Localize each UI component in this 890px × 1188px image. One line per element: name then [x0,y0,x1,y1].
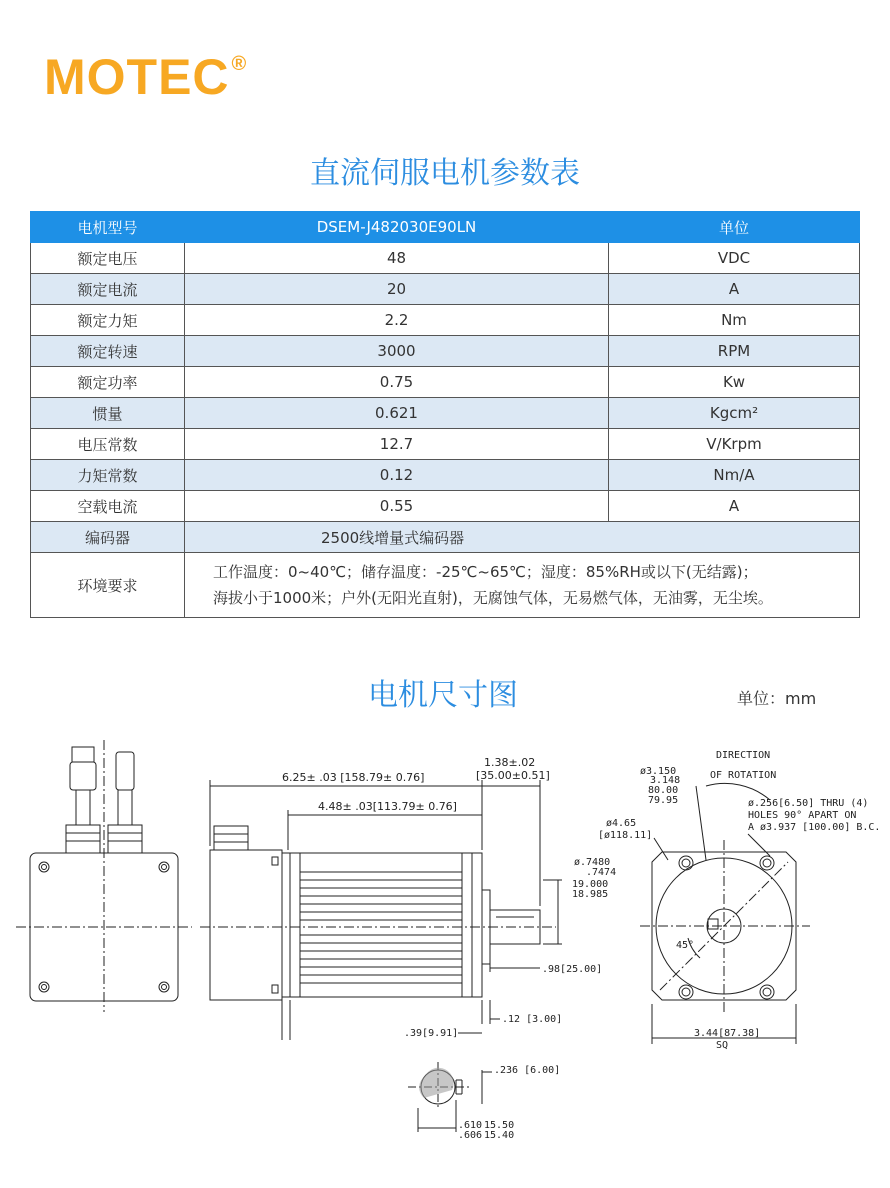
header-model-label: 电机型号 [31,212,185,243]
dim-key-mm2: 15.40 [484,1130,515,1141]
dim-body-length: 4.48± .03[113.79± 0.76] [318,800,457,813]
row-unit: V/Krpm [609,429,860,460]
row-unit: A [609,274,860,305]
dim-outer-mm: [ø118.11] [598,830,653,841]
row-unit: Kw [609,367,860,398]
row-value: 3000 [185,336,609,367]
angle-label: 45° [676,940,695,951]
dim-pilot-d2: 3.148 [650,775,681,786]
dim-shaft-mm2: 18.985 [572,889,609,900]
encoder-value: 2500线增量式编码器 [185,522,860,553]
direction-label-1: DIRECTION [716,750,771,761]
dim-shaft-length: .98[25.00] [542,964,603,975]
dim-shaft-d1: ø.7480 [574,857,611,868]
row-unit: Kgcm² [609,398,860,429]
dim-square-label: SQ [716,1040,729,1051]
row-label: 电压常数 [31,429,185,460]
dim-total-length: 6.25± .03 [158.79± 0.76] [282,771,425,784]
holes-note-1: ø.256[6.50] THRU (4) [748,798,869,809]
dim-shaft-d2: .7474 [586,867,617,878]
dim-outer-d: ø4.65 [606,818,637,829]
registered-mark: ® [231,53,248,76]
dim-key-d2: .606 [458,1130,483,1141]
dim-square: 3.44[87.38] [694,1028,761,1039]
holes-note-3: A ø3.937 [100.00] B.C. [748,822,881,833]
row-label: 额定力矩 [31,305,185,336]
row-label: 额定功率 [31,367,185,398]
dim-pilot-mm2: 79.95 [648,795,679,806]
dim-pilot-mm1: 80.00 [648,785,679,796]
drawing-title: 电机尺寸图 [368,678,518,713]
dim-pilot-step: .12 [3.00] [502,1014,563,1025]
row-label: 额定电压 [31,243,185,274]
row-value: 20 [185,274,609,305]
encoder-label: 编码器 [31,522,185,553]
brand-name: MOTEC [44,49,230,105]
row-label: 惯量 [31,398,185,429]
unit-label: 单位：mm [737,689,817,708]
dim-shaft-mm1: 19.000 [572,879,609,890]
row-value: 0.12 [185,460,609,491]
environment-label: 环境要求 [31,553,185,618]
row-value: 0.621 [185,398,609,429]
dim-flange: 1.38±.02 [484,756,536,769]
row-value: 0.55 [185,491,609,522]
header-unit: 单位 [609,212,860,243]
dim-key-d1: .610 [458,1120,483,1131]
row-label: 力矩常数 [31,460,185,491]
environment-line-2: 海拔小于1000米；户外(无阳光直射)，无腐蚀气体，无易燃气体，无油雾，无尘埃。 [213,589,773,607]
dim-key-mm1: 15.50 [484,1120,515,1131]
holes-note-2: HOLES 90° APART ON [748,810,857,821]
dim-flange-mm: [35.00±0.51] [476,769,550,782]
row-value: 2.2 [185,305,609,336]
dim-rear: .39[9.91] [404,1028,459,1039]
environment-line-1: 工作温度：0~40℃；储存温度：-25℃~65℃；湿度：85%RH或以下(无结露)； [213,563,758,581]
dim-pilot-d1: ø3.150 [640,766,677,777]
row-label: 额定转速 [31,336,185,367]
row-unit: VDC [609,243,860,274]
row-value: 0.75 [185,367,609,398]
row-unit: A [609,491,860,522]
row-unit: Nm [609,305,860,336]
row-label: 空载电流 [31,491,185,522]
side-view [200,780,562,1040]
row-unit: RPM [609,336,860,367]
row-value: 12.7 [185,429,609,460]
header-model-value: DSEM-J482030E90LN [185,212,609,243]
row-label: 额定电流 [31,274,185,305]
rear-view [16,740,192,1012]
row-unit: Nm/A [609,460,860,491]
dim-key: .236 [6.00] [494,1065,561,1076]
row-value: 48 [185,243,609,274]
direction-label-2: OF ROTATION [710,770,777,781]
params-title: 直流伺服电机参数表 [310,156,580,191]
